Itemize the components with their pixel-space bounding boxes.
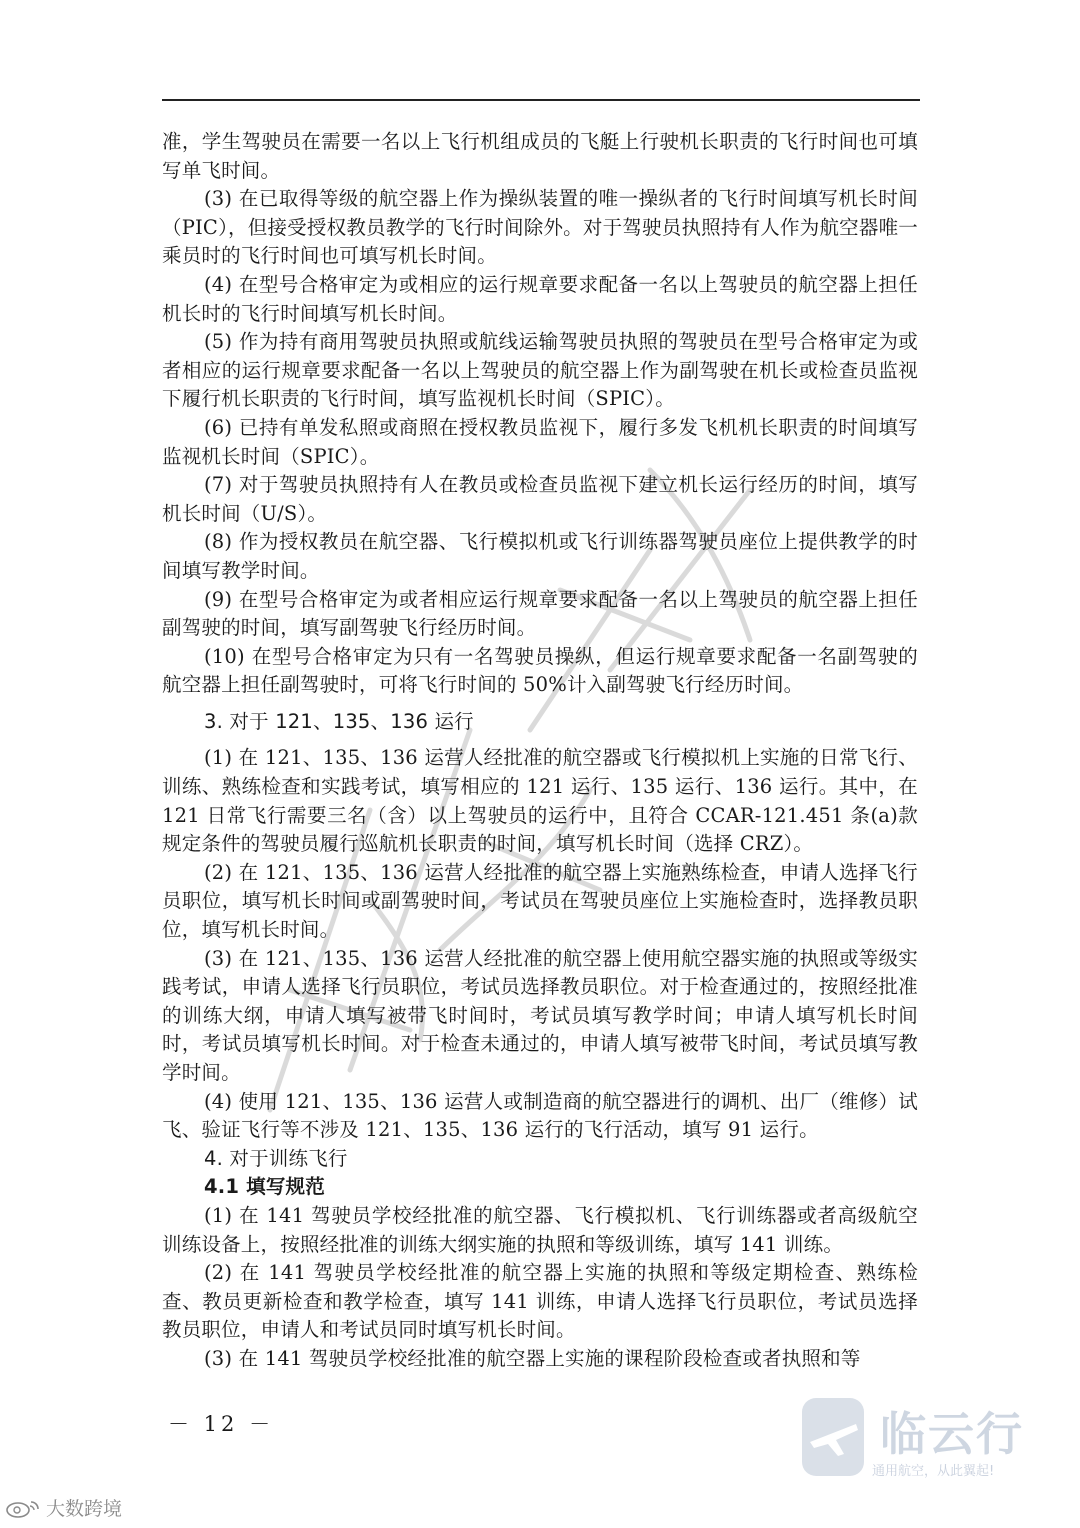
paragraph: (2) 在 121、135、136 运营人经批准的航空器上实施熟练检查，申请人选择飞行员职位，填写机长时间或副驾驶时间，考试员在驾驶员座位上实施检查时，选择教员职位，填写机长时间。 [162, 860, 918, 942]
section-heading: 4.1 填写规范 [204, 1175, 325, 1199]
paragraph: (7) 对于驾驶员执照持有人在教员或检查员监视下建立机长运行经历的时间，填写机长时间（U/S）。 [162, 473, 918, 525]
paragraph: (4) 在型号合格审定为或相应的运行规章要求配备一名以上驾驶员的航空器上担任机长时的飞行时间填写机长时间。 [162, 272, 918, 325]
paragraph: (1) 在 121、135、136 运营人经批准的航空器或飞行模拟机上实施的日常飞行、训练、熟练检查和实践考试，填写相应的 121 运行、135 运行、136 运行。其中，在 121 日常飞行需要三名（含）以上驾驶员的运行中，且符合 CCAR-121.451 条(a)款规定条件的驾驶员履行巡航机长职责的时间，填写机长时间（选择 CRZ）。 [162, 746, 918, 856]
source-watermark [4, 1494, 122, 1521]
page-number: － 12 － [168, 1412, 275, 1436]
header-rule [162, 99, 920, 101]
paragraph: (3) 在已取得等级的航空器上作为操纵装置的唯一操纵者的飞行时间填写机长时间（PIC），但接受授权教员教学的飞行时间除外。对于驾驶员执照持有人作为航空器唯一乘员时的飞行时间也可填写机长时间。 [162, 187, 918, 268]
paragraph: (5) 作为持有商用驾驶员执照或航线运输驾驶员执照的驾驶员在型号合格审定为或者相应的运行规章要求配备一名以上驾驶员的航空器上作为副驾驶在机长或检查员监视下履行机长职责的飞行时间，填写监视机长时间（SPIC）。 [162, 330, 918, 411]
section-heading: 3. 对于 121、135、136 运行 [204, 709, 474, 733]
source-watermark-text: 大数跨境 [46, 1498, 123, 1520]
logo-name: 临云行 [880, 1407, 1024, 1461]
section-heading: 4. 对于训练飞行 [204, 1146, 348, 1170]
paragraph: (6) 已持有单发私照或商照在授权教员监视下，履行多发飞机机长职责的时间填写监视机长时间（SPIC）。 [162, 415, 918, 468]
paragraph: (4) 使用 121、135、136 运营人或制造商的航空器进行的调机、出厂（维修）试飞、验证飞行等不涉及 121、135、136 运行的飞行活动，填写 91 运行。 [162, 1089, 918, 1142]
paragraph: (10) 在型号合格审定为只有一名驾驶员操纵，但运行规章要求配备一名副驾驶的航空器上担任副驾驶时，可将飞行时间的 50%计入副驾驶飞行经历时间。 [162, 644, 918, 697]
paragraph: (3) 在 141 驾驶员学校经批准的航空器上实施的课程阶段检查或者执照和等 [204, 1346, 861, 1370]
paragraph: (1) 在 141 驾驶员学校经批准的航空器、飞行模拟机、飞行训练器或者高级航空训练设备上，按照经批准的训练大纲实施的执照和等级训练，填写 141 训练。 [162, 1203, 918, 1256]
paragraph: (8) 作为授权教员在航空器、飞行模拟机或飞行训练器驾驶员座位上提供教学的时间填写教学时间。 [162, 530, 918, 582]
paragraph: (9) 在型号合格审定为或者相应运行规章要求配备一名以上驾驶员的航空器上担任副驾驶的时间，填写副驾驶飞行经历时间。 [162, 587, 918, 640]
paragraph: 准，学生驾驶员在需要一名以上飞行机组成员的飞艇上行驶机长职责的飞行时间也可填写单飞时间。 [162, 130, 918, 182]
weibo-icon [4, 1498, 42, 1518]
logo-slogan: 通用航空，从此翼起! [872, 1464, 995, 1479]
paragraph: (3) 在 121、135、136 运营人经批准的航空器上使用航空器实施的执照或等级实践考试，申请人选择飞行员职位，考试员选择教员职位。对于检查通过的，按照经批准的训练大纲，申请人填写被带飞时间时，考试员填写教学时间；申请人填写机长时间时，考试员填写机长时间。对于检查未通过的，申请人填写被带飞时间，考试员填写教学时间。 [162, 946, 918, 1084]
paragraph: (2) 在 141 驾驶员学校经批准的航空器上实施的执照和等级定期检查、熟练检查、教员更新检查和教学检查，填写 141 训练，申请人选择飞行员职位，考试员选择教员职位，申请人和考试员同时填写机长时间。 [162, 1261, 918, 1342]
document-body [162, 128, 918, 1374]
